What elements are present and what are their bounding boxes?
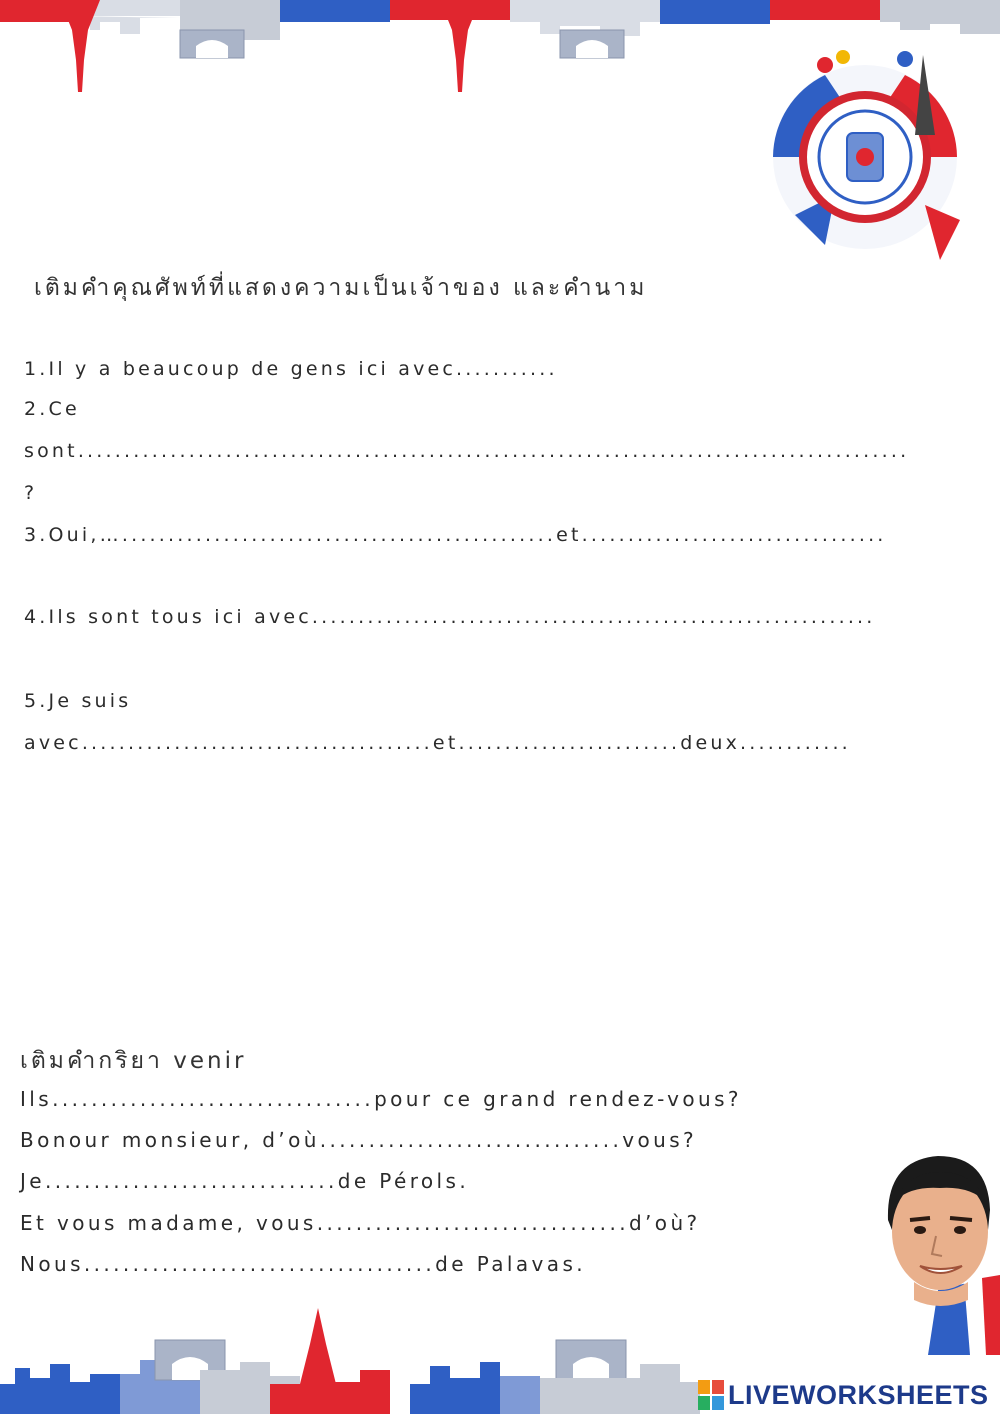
exercise1-line-8: avec......................................et........................deux............: [24, 732, 851, 754]
exercise1-line-3: sont..........................................................................................: [24, 440, 910, 462]
exercise1-line-2: 2.Ce: [24, 398, 80, 420]
exercise1-line-6: 4.Ils sont tous ici avec.............................................................: [24, 606, 876, 628]
section2-title: เติมคำกริยา venir: [20, 1048, 247, 1074]
section1-title: เติมคำคุณศัพท์ที่แสดงความเป็นเจ้าของ และคำนาม: [34, 275, 648, 301]
exercise2-line-1: Ils.................................pour ce grand rendez-vous?: [20, 1087, 742, 1111]
exercise2-line-3: Je..............................de Pérols.: [20, 1169, 470, 1193]
liveworksheets-badge-icon: [698, 1380, 724, 1410]
liveworksheets-wordmark: LIVEWORKSHEETS: [728, 1379, 989, 1410]
exercise1-line-4: ?: [24, 482, 38, 504]
exercise2-line-4: Et vous madame, vous................................d’où?: [20, 1211, 701, 1235]
exercise2-line-5: Nous....................................de Palavas.: [20, 1252, 587, 1276]
exercise1-line-5: 3.Oui,…...............................................et.................................: [24, 524, 887, 546]
exercise2-line-2: Bonour monsieur, d’où...............................vous?: [20, 1128, 698, 1152]
exercise1-line-7: 5.Je suis: [24, 690, 132, 712]
liveworksheets-brand[interactable]: [698, 1378, 989, 1412]
school-emblem-icon: [755, 45, 975, 270]
exercise1-line-1: 1.Il y a beaucoup de gens ici avec...........: [24, 358, 558, 380]
